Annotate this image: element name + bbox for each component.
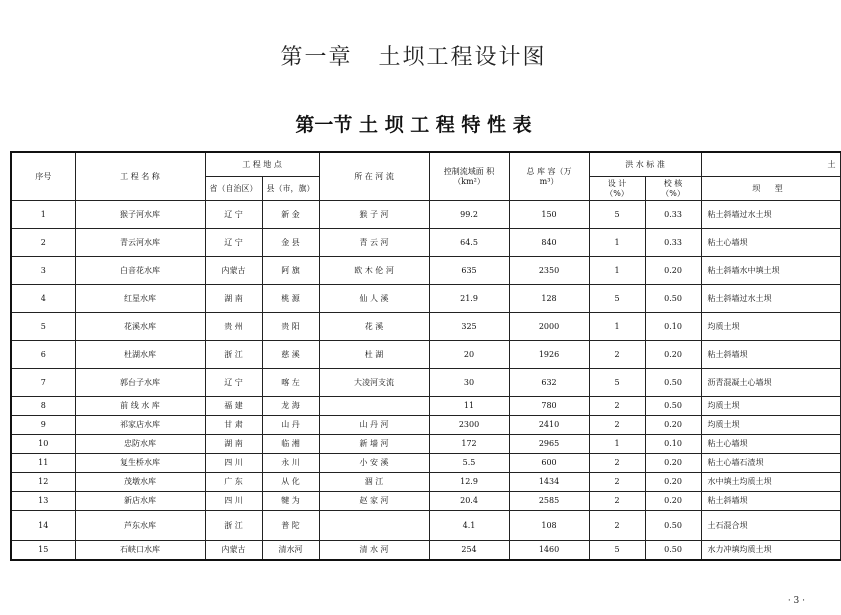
county: 慈 溪: [262, 341, 319, 369]
river: 杜 湖: [319, 341, 429, 369]
design-frequency: 2: [589, 492, 645, 511]
row-number: 12: [11, 473, 75, 492]
province: 内蒙古: [205, 257, 262, 285]
total-capacity: 128: [509, 285, 589, 313]
row-number: 1: [11, 201, 75, 229]
reservoir-name: 红星水库: [75, 285, 205, 313]
catchment-area: 4.1: [429, 511, 509, 541]
reservoir-name: 前 线 水 库: [75, 397, 205, 416]
table-row: [11, 397, 840, 416]
dam-type: 水中填土均质土坝: [701, 473, 840, 492]
river: 大凌河支流: [319, 369, 429, 397]
row-number: 5: [11, 313, 75, 341]
river: 花 溪: [319, 313, 429, 341]
reservoir-name: 茂墩水库: [75, 473, 205, 492]
reservoir-name: 花溪水库: [75, 313, 205, 341]
header-seq: 序号: [11, 152, 75, 201]
row-number: 6: [11, 341, 75, 369]
river: 青 云 河: [319, 229, 429, 257]
header-name: 工 程 名 称: [75, 152, 205, 201]
catchment-area: 2300: [429, 416, 509, 435]
catchment-area: 20.4: [429, 492, 509, 511]
province: 湖 南: [205, 435, 262, 454]
check-frequency: 0.10: [645, 313, 701, 341]
row-number: 14: [11, 511, 75, 541]
catchment-area: 64.5: [429, 229, 509, 257]
design-frequency: 2: [589, 473, 645, 492]
design-frequency: 2: [589, 454, 645, 473]
design-frequency: 5: [589, 541, 645, 560]
table-row: [11, 369, 840, 397]
header-flood-standard: 洪 水 标 准: [589, 152, 701, 177]
dam-characteristics-table-wrap: [10, 151, 836, 565]
table-row: [11, 416, 840, 435]
reservoir-name: 猴子河水库: [75, 201, 205, 229]
total-capacity: 1926: [509, 341, 589, 369]
design-frequency: 2: [589, 511, 645, 541]
row-number: 15: [11, 541, 75, 560]
province: 甘 肃: [205, 416, 262, 435]
table-row: [11, 257, 840, 285]
county: 从 化: [262, 473, 319, 492]
header-province: 省（自治区）: [205, 177, 262, 201]
county: 清水河: [262, 541, 319, 560]
catchment-area: 20: [429, 341, 509, 369]
chapter-number: 第一章: [280, 45, 353, 70]
river: 猴 子 河: [319, 201, 429, 229]
page-number: · 3 ·: [787, 596, 805, 606]
header-catchment: 控制流域面 积（km²）: [429, 152, 509, 201]
check-frequency: 0.50: [645, 369, 701, 397]
province: 内蒙古: [205, 541, 262, 560]
river: 赵 家 河: [319, 492, 429, 511]
design-frequency: 2: [589, 397, 645, 416]
province: 辽 宁: [205, 201, 262, 229]
river: 新 墙 河: [319, 435, 429, 454]
check-frequency: 0.33: [645, 201, 701, 229]
province: 四 川: [205, 454, 262, 473]
river: 山 丹 河: [319, 416, 429, 435]
header-location: 工 程 地 点: [205, 152, 319, 177]
check-frequency: 0.33: [645, 229, 701, 257]
header-check: 校 核（%）: [645, 177, 701, 201]
header-county: 县（市，旗）: [262, 177, 319, 201]
design-frequency: 1: [589, 257, 645, 285]
check-frequency: 0.10: [645, 435, 701, 454]
dam-type: 粘土斜墙过水土坝: [701, 201, 840, 229]
dam-type: 粘土心墙坝: [701, 229, 840, 257]
reservoir-name: 芦东水库: [75, 511, 205, 541]
table-row: [11, 313, 840, 341]
county: 永 川: [262, 454, 319, 473]
design-frequency: 1: [589, 229, 645, 257]
catchment-area: 325: [429, 313, 509, 341]
reservoir-name: 复生桥水库: [75, 454, 205, 473]
table-row: [11, 229, 840, 257]
reservoir-name: 忠防水库: [75, 435, 205, 454]
total-capacity: 2410: [509, 416, 589, 435]
catchment-area: 172: [429, 435, 509, 454]
total-capacity: 780: [509, 397, 589, 416]
table-row: [11, 492, 840, 511]
check-frequency: 0.20: [645, 416, 701, 435]
dam-type: 粘土心墙坝: [701, 435, 840, 454]
design-frequency: 1: [589, 313, 645, 341]
total-capacity: 1434: [509, 473, 589, 492]
header-capacity: 总 库 容（万 m³）: [509, 152, 589, 201]
reservoir-name: 祁家店水库: [75, 416, 205, 435]
row-number: 9: [11, 416, 75, 435]
table-row: [11, 473, 840, 492]
province: 福 建: [205, 397, 262, 416]
header-design: 设 计（%）: [589, 177, 645, 201]
province: 浙 江: [205, 511, 262, 541]
catchment-area: 99.2: [429, 201, 509, 229]
chapter-title: [0, 40, 827, 71]
row-number: 11: [11, 454, 75, 473]
county: 金 县: [262, 229, 319, 257]
design-frequency: 2: [589, 416, 645, 435]
dam-type: 沥青混凝土心墙坝: [701, 369, 840, 397]
catchment-area: 5.5: [429, 454, 509, 473]
design-frequency: 5: [589, 201, 645, 229]
dam-type: 粘土斜墙过水土坝: [701, 285, 840, 313]
dam-type: 土石混合坝: [701, 511, 840, 541]
check-frequency: 0.20: [645, 492, 701, 511]
check-frequency: 0.20: [645, 454, 701, 473]
total-capacity: 632: [509, 369, 589, 397]
table-row: [11, 511, 840, 541]
river: 小 安 溪: [319, 454, 429, 473]
county: 龙 海: [262, 397, 319, 416]
river: 涸 江: [319, 473, 429, 492]
total-capacity: 2000: [509, 313, 589, 341]
reservoir-name: 郭台子水库: [75, 369, 205, 397]
catchment-area: 254: [429, 541, 509, 560]
table-row: [11, 341, 840, 369]
province: 辽 宁: [205, 369, 262, 397]
province: 浙 江: [205, 341, 262, 369]
county: 山 丹: [262, 416, 319, 435]
check-frequency: 0.50: [645, 541, 701, 560]
county: 新 金: [262, 201, 319, 229]
province: 四 川: [205, 492, 262, 511]
province: 广 东: [205, 473, 262, 492]
total-capacity: 1460: [509, 541, 589, 560]
chapter-name: 土坝工程设计图: [378, 45, 547, 70]
row-number: 2: [11, 229, 75, 257]
catchment-area: 12.9: [429, 473, 509, 492]
design-frequency: 5: [589, 369, 645, 397]
reservoir-name: 杜湖水库: [75, 341, 205, 369]
row-number: 13: [11, 492, 75, 511]
dam-type: 均质土坝: [701, 313, 840, 341]
total-capacity: 108: [509, 511, 589, 541]
county: 犍 为: [262, 492, 319, 511]
county: 桃 源: [262, 285, 319, 313]
row-number: 7: [11, 369, 75, 397]
river: 仙 人 溪: [319, 285, 429, 313]
design-frequency: 2: [589, 341, 645, 369]
dam-type: 粘土心墙石渣坝: [701, 454, 840, 473]
county: 贵 阳: [262, 313, 319, 341]
section-title: 第一节 土 坝 工 程 特 性 表: [295, 114, 532, 136]
check-frequency: 0.50: [645, 511, 701, 541]
table-row: [11, 454, 840, 473]
river: [319, 511, 429, 541]
river: [319, 397, 429, 416]
row-number: 3: [11, 257, 75, 285]
province: 辽 宁: [205, 229, 262, 257]
dam-type: 均质土坝: [701, 397, 840, 416]
row-number: 10: [11, 435, 75, 454]
check-frequency: 0.20: [645, 257, 701, 285]
table-row: [11, 541, 840, 560]
header-dam-type: 坝 型: [701, 177, 840, 201]
catchment-area: 11: [429, 397, 509, 416]
dam-type: 粘土斜墙水中填土坝: [701, 257, 840, 285]
check-frequency: 0.50: [645, 397, 701, 416]
dam-type: 水力冲填均质土坝: [701, 541, 840, 560]
check-frequency: 0.50: [645, 285, 701, 313]
header-river: 所 在 河 流: [319, 152, 429, 201]
table-row: [11, 435, 840, 454]
river: 清 水 河: [319, 541, 429, 560]
county: 喀 左: [262, 369, 319, 397]
river: 欧 木 伦 河: [319, 257, 429, 285]
total-capacity: 150: [509, 201, 589, 229]
table-row: [11, 201, 840, 229]
reservoir-name: 石峡口水库: [75, 541, 205, 560]
dam-type: 粘土斜墙坝: [701, 492, 840, 511]
catchment-area: 30: [429, 369, 509, 397]
dam-type: 均质土坝: [701, 416, 840, 435]
reservoir-name: 青云河水库: [75, 229, 205, 257]
reservoir-name: 白音花水库: [75, 257, 205, 285]
design-frequency: 1: [589, 435, 645, 454]
total-capacity: 2350: [509, 257, 589, 285]
check-frequency: 0.20: [645, 473, 701, 492]
total-capacity: 2585: [509, 492, 589, 511]
reservoir-name: 新店水库: [75, 492, 205, 511]
total-capacity: 600: [509, 454, 589, 473]
dam-type: 粘土斜墙坝: [701, 341, 840, 369]
check-frequency: 0.20: [645, 341, 701, 369]
province: 湖 南: [205, 285, 262, 313]
county: 普 陀: [262, 511, 319, 541]
design-frequency: 5: [589, 285, 645, 313]
catchment-area: 635: [429, 257, 509, 285]
total-capacity: 2965: [509, 435, 589, 454]
province: 贵 州: [205, 313, 262, 341]
county: 临 湘: [262, 435, 319, 454]
total-capacity: 840: [509, 229, 589, 257]
dam-characteristics-table: [10, 151, 841, 561]
row-number: 4: [11, 285, 75, 313]
county: 阿 旗: [262, 257, 319, 285]
catchment-area: 21.9: [429, 285, 509, 313]
header-dam-group: 土: [701, 152, 840, 177]
table-row: [11, 285, 840, 313]
row-number: 8: [11, 397, 75, 416]
